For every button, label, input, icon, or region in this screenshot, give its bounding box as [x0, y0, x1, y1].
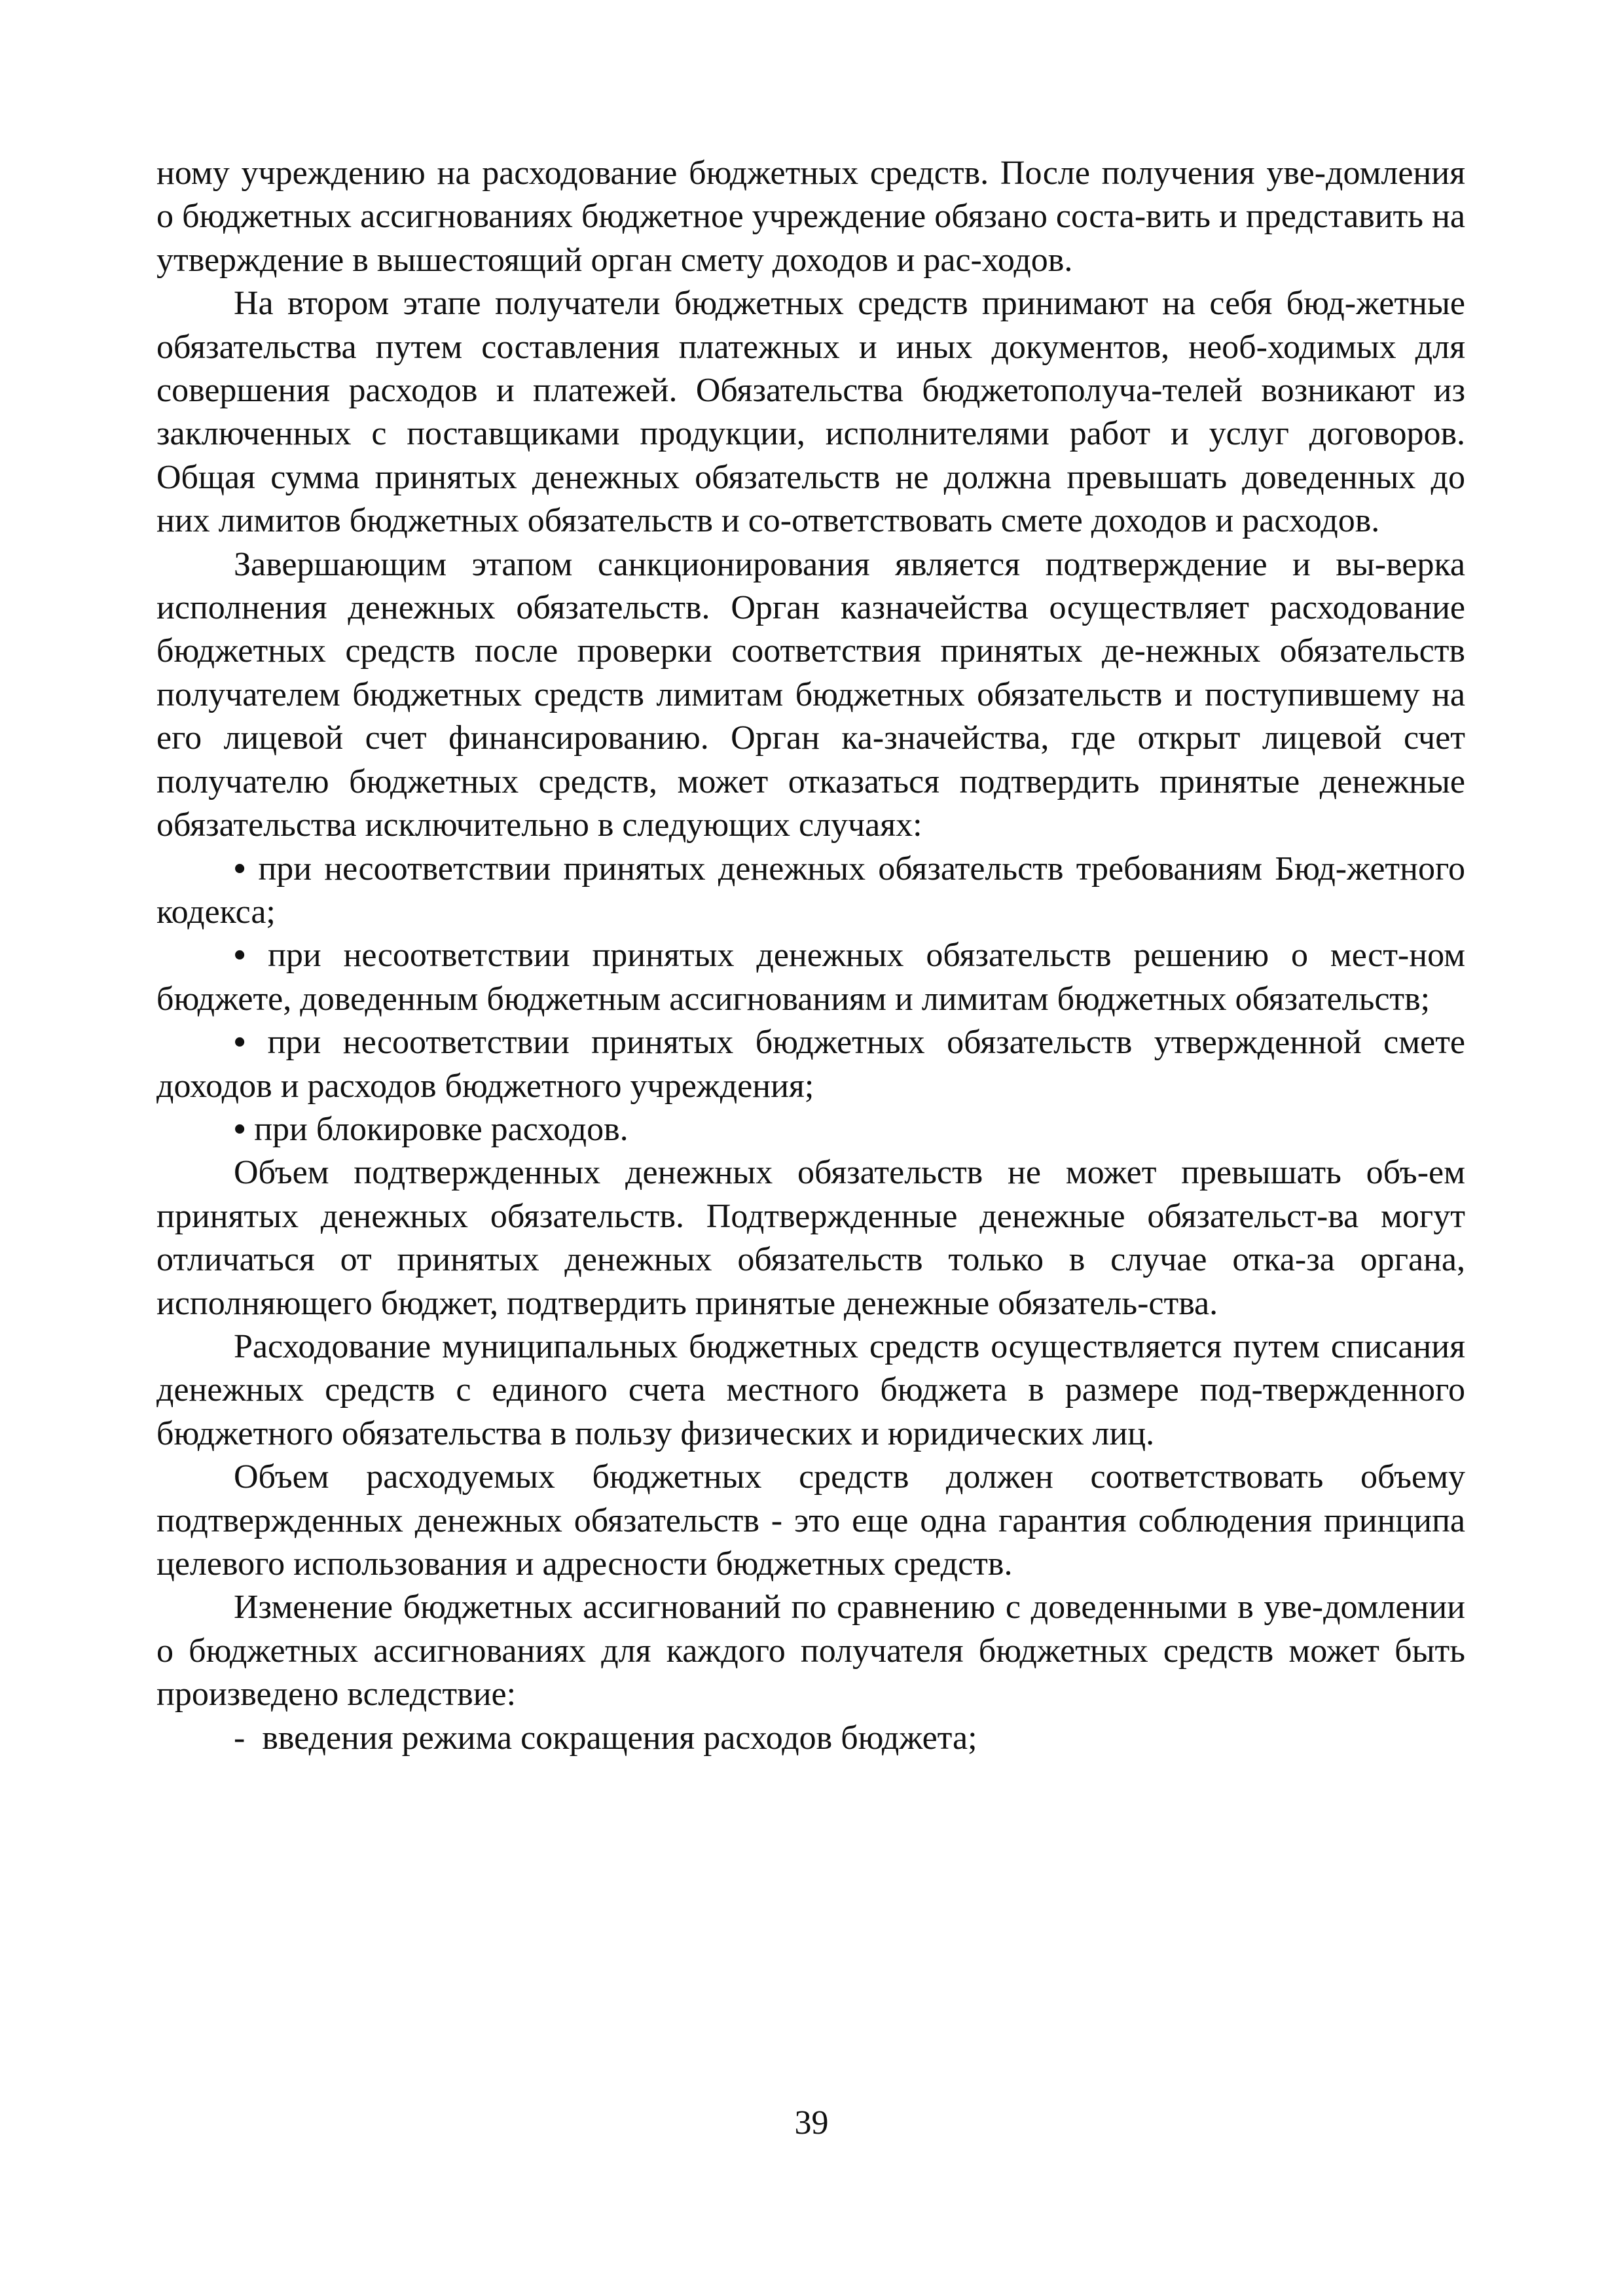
paragraph: Завершающим этапом санкционирования является подтверждение и вы-верка исполнения денежных обязательств. Орган казначейства осуществляет расходование бюджетных средств после проверки соответствия принятых де-нежных обязательств получателем бюджетных средств лимитам бюджетных обязательств и поступившему на его лицевой счет финансированию. Орган ка-значейства, где открыт лицевой счет получателю бюджетных средств, может отказаться подтвердить принятые денежные обязательства исключительно в следующих случаях: — [156, 545, 1465, 844]
paragraph: Расходование муниципальных бюджетных средств осуществляется путем списания денежных средств с единого счета местного бюджета в размере под-твержденного бюджетного обязательства в пользу физических и юридических лиц. — [156, 1327, 1465, 1452]
bullet-item — [156, 848, 1465, 935]
bullet-icon: • — [234, 1110, 246, 1148]
paragraph: Изменение бюджетных ассигнований по сравнению с доведенными в уве-домлении о бюджетных ассигнованиях для каждого получателя бюджетных средств может быть произведено вследствие: — [156, 1588, 1465, 1713]
bullet-text: при блокировке расходов. — [254, 1110, 629, 1148]
bullet-icon: • — [234, 850, 246, 888]
dash-text: введения режима сокращения расходов бюджета; — [262, 1719, 977, 1757]
paragraph: ному учреждению на расходование бюджетных средств. После получения уве-домления о бюджетных ассигнованиях бюджетное учреждение обязано соста-вить и представить на утверждение в вышестоящий орган смету доходов и рас-ходов. — [156, 154, 1465, 279]
bullet-icon: • — [234, 1024, 246, 1062]
bullet-text: при несоответствии принятых денежных обязательств требованиям Бюд-жетного кодекса; — [156, 850, 1465, 931]
bullet-item — [156, 934, 1465, 1021]
paragraph: Объем расходуемых бюджетных средств должен соответствовать объему подтвержденных денежных обязательств - это еще одна гарантия соблюдения принципа целевого использования и адресности бюджетных средств. — [156, 1458, 1465, 1583]
paragraph: На втором этапе получатели бюджетных средств принимают на себя бюд-жетные обязательства путем составления платежных и иных документов, необ-ходимых для совершения расходов и платежей. Обязательства бюджетополуча-телей возникают из заключенных с поставщиками продукции, исполнителями работ и услуг договоров. Общая сумма принятых денежных обязательств не должна превышать доведенных до них лимитов бюджетных обязательств и со-ответствовать смете доходов и расходов. — [156, 285, 1465, 540]
dash-icon: - — [234, 1719, 246, 1757]
document-page — [156, 152, 1465, 1760]
dash-item — [156, 1717, 1465, 1760]
bullet-text: при несоответствии принятых денежных обязательств решению о мест-ном бюджете, доведенным бюджетным ассигнованиям и лимитам бюджетных обязательств; — [156, 937, 1465, 1018]
bullet-item — [156, 1021, 1465, 1108]
paragraph: Объем подтвержденных денежных обязательств не может превышать объ-ем принятых денежных обязательств. Подтвержденные денежные обязательст-ва могут отличаться от принятых денежных обязательств только в случае отка-за органа, исполняющего бюджет, подтвердить принятые денежные обязатель-ства. — [156, 1154, 1465, 1322]
bullet-item — [156, 1108, 1465, 1151]
bullet-text: при несоответствии принятых бюджетных обязательств утвержденной смете доходов и расходов бюджетного учреждения; — [156, 1024, 1466, 1105]
bullet-icon: • — [234, 937, 246, 975]
page-number: 39 — [794, 2104, 829, 2142]
